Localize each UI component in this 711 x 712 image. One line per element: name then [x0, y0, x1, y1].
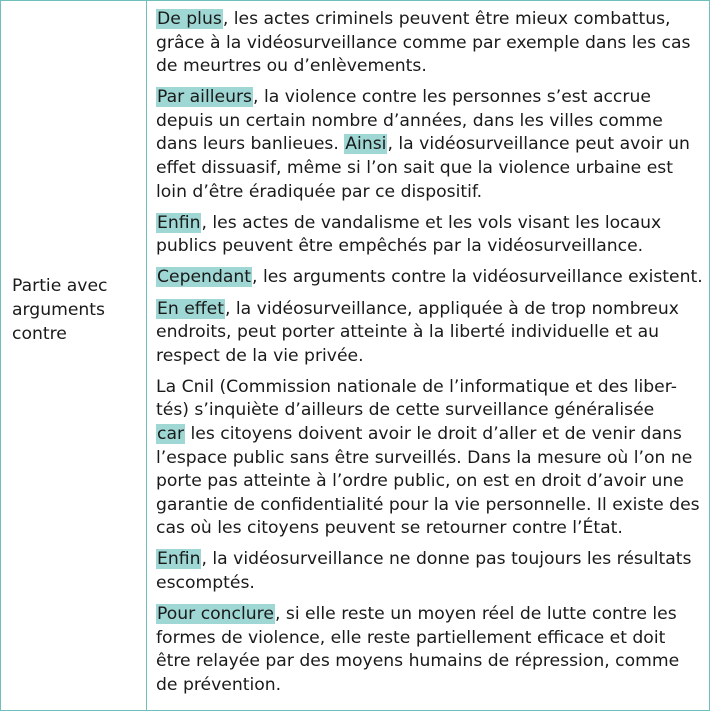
connector-highlight: car — [157, 424, 185, 444]
row-label-line: arguments — [12, 300, 106, 320]
text-line — [156, 517, 704, 541]
line-text: La Cnil (Commission nationale de l’informatique et des liber- — [156, 376, 677, 397]
line-text: , les arguments contre la vidéosurveillance existent. — [252, 267, 703, 288]
text-line — [156, 181, 704, 205]
text-line — [156, 32, 704, 56]
line-text: , la violence contre les personnes s’est accrue — [253, 87, 651, 108]
text-line — [156, 470, 704, 494]
line-text: , la vidéosurveillance, appliquée à de trop nombreux — [224, 298, 679, 319]
text-line — [156, 266, 704, 290]
line-text: tés) s’inquiète d’ailleurs de cette surveillance généralisée — [156, 400, 655, 421]
line-text: escomptés. — [156, 573, 255, 594]
line-text: depuis un certain nombre d’années, dans les villes comme — [156, 110, 663, 131]
connector-highlight: Par ailleurs — [157, 87, 253, 108]
connector-highlight: Pour conclure — [157, 604, 274, 625]
line-text: porte pas atteinte à l’ordre public, on est en droit d’avoir une — [156, 471, 684, 492]
line-text: formes de violence, elle reste partiellement efficace et doit — [156, 627, 666, 648]
line-text: , si elle reste un moyen réel de lutte contre les — [274, 604, 677, 625]
argument-paragraph — [156, 86, 704, 204]
text-line — [156, 157, 704, 181]
argument-paragraph — [156, 548, 704, 595]
line-text: , les actes de vandalisme et les vols visant les locaux — [201, 212, 662, 233]
text-line — [156, 376, 704, 400]
connector-highlight: Enfin — [157, 549, 201, 570]
line-text: grâce à la vidéosurveillance comme par exemple dans les cas — [156, 32, 691, 53]
text-line — [156, 572, 704, 596]
row-label-line: contre — [12, 324, 67, 344]
connector-highlight: De plus — [157, 9, 222, 29]
text-line — [156, 399, 704, 423]
line-text: endroits, peut porter atteinte à la liberté individuelle et au — [156, 322, 660, 343]
line-text: de meurtres ou d’enlèvements. — [156, 56, 427, 77]
text-line — [156, 8, 704, 32]
connector-highlight: Enfin — [157, 212, 201, 233]
text-line — [156, 674, 704, 698]
line-text: loin d’être éradiquée par ce dispositif. — [156, 181, 483, 202]
connector-highlight: Ainsi — [345, 134, 387, 155]
line-text: , la vidéosurveillance ne donne pas toujours les résultats — [201, 549, 692, 570]
text-line — [156, 627, 704, 651]
line-text: dans leurs banlieues. — [156, 134, 345, 155]
line-text: cas où les citoyens peuvent se retourner contre l’État. — [156, 518, 623, 539]
line-text: garantie de confidentialité pour la vie personnelle. Il existe des — [156, 494, 700, 515]
argument-paragraph — [156, 376, 704, 541]
text-line — [156, 423, 704, 447]
column-divider — [146, 0, 147, 711]
text-line — [156, 235, 704, 259]
text-line — [156, 321, 704, 345]
row-label — [12, 274, 140, 346]
text-line — [156, 110, 704, 134]
argument-paragraph — [156, 603, 704, 697]
text-line — [156, 494, 704, 518]
line-text: respect de la vie privée. — [156, 345, 364, 366]
line-text: être relayée par des moyens humains de répression, comme — [156, 651, 680, 672]
text-line — [156, 55, 704, 79]
argument-paragraph — [156, 266, 704, 290]
connector-highlight: En effet — [157, 298, 224, 319]
line-text: effet dissuasif, même si l’on sait que la violence urbaine est — [156, 158, 673, 179]
text-line — [156, 212, 704, 236]
line-text: les citoyens doivent avoir le droit d’aller et de venir dans — [185, 424, 682, 444]
text-line — [156, 86, 704, 110]
line-text: l’espace public sans être surveillés. Dans la mesure où l’on ne — [156, 447, 693, 468]
text-line — [156, 345, 704, 369]
argument-paragraph — [156, 298, 704, 369]
row-label-line: Partie avec — [12, 276, 108, 296]
argument-column — [156, 8, 704, 705]
text-line — [156, 548, 704, 572]
text-line — [156, 447, 704, 471]
argument-paragraph — [156, 212, 704, 259]
text-line — [156, 603, 704, 627]
text-line — [156, 650, 704, 674]
text-line — [156, 298, 704, 322]
line-text: publics peuvent être empêchés par la vidéosurveillance. — [156, 236, 644, 257]
argument-paragraph — [156, 8, 704, 79]
line-text: de prévention. — [156, 674, 282, 695]
line-text: , les actes criminels peuvent être mieux combattus, — [222, 9, 671, 29]
line-text: , la vidéosurveillance peut avoir un — [387, 134, 690, 155]
text-line — [156, 133, 704, 157]
connector-highlight: Cependant — [157, 267, 252, 288]
